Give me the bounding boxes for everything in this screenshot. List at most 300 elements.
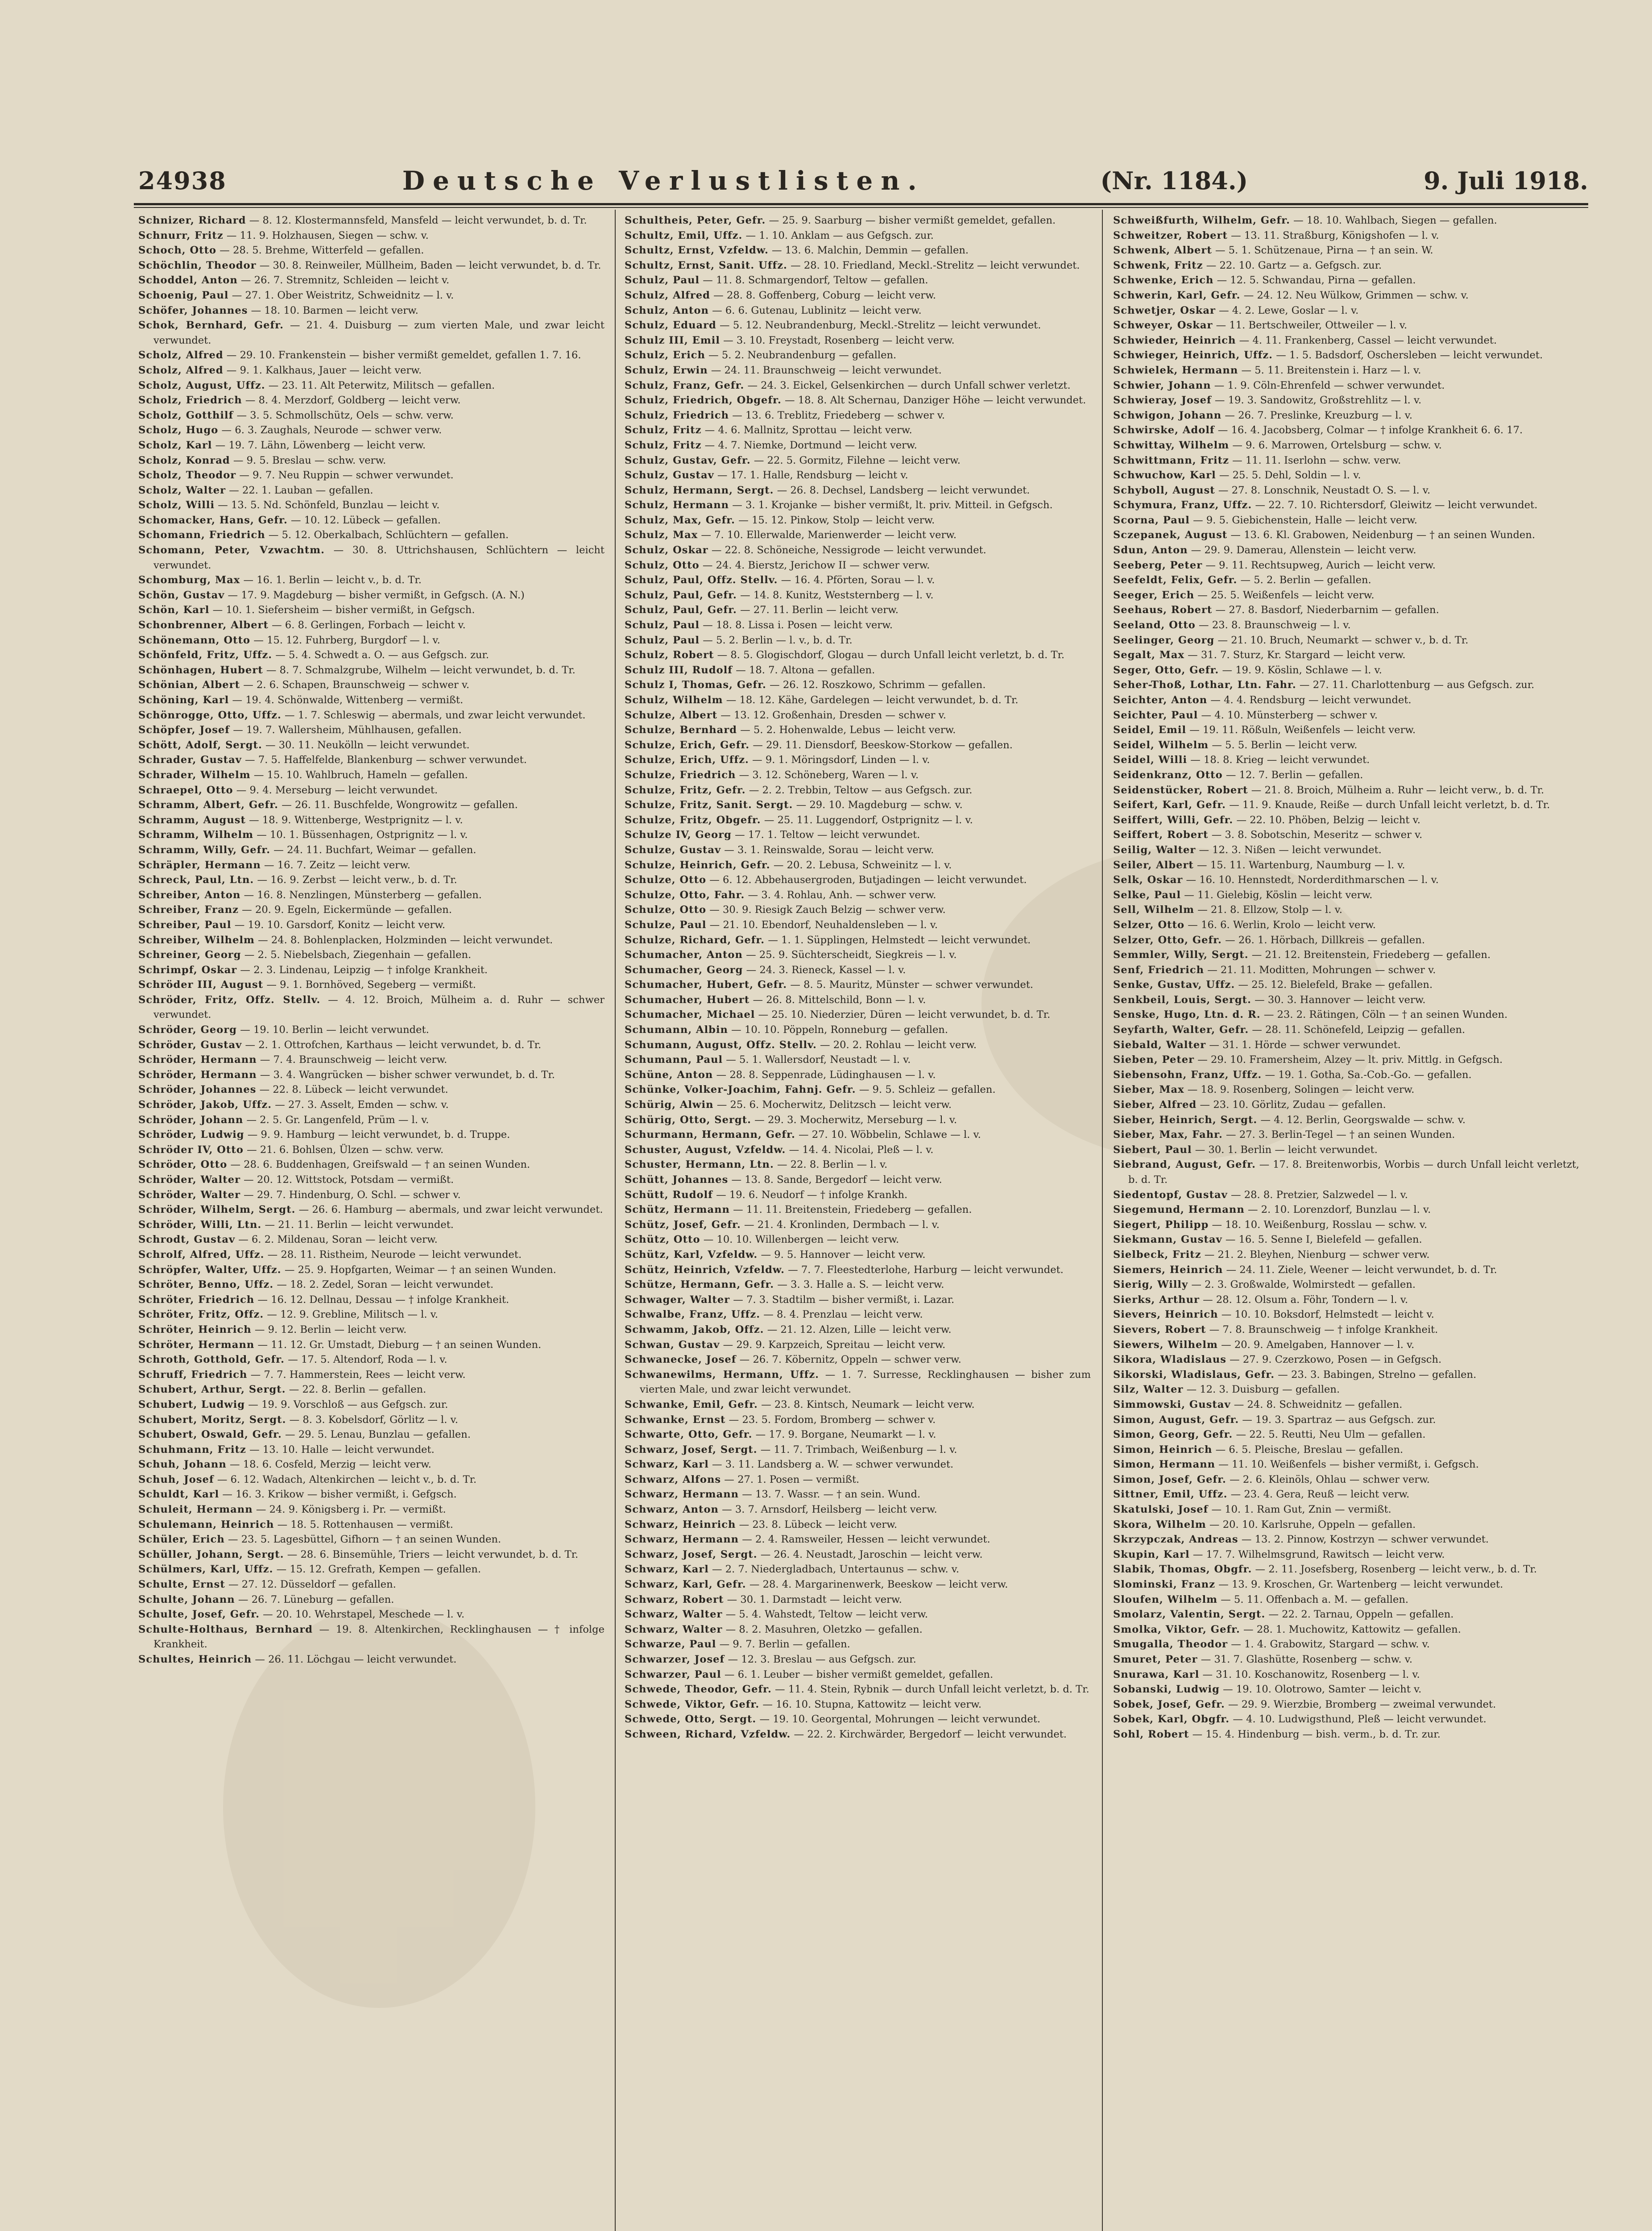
- entry-name: Schröder, Johannes: [138, 1084, 257, 1096]
- casualty-entry: [625, 873, 1091, 888]
- casualty-entry: [1113, 1277, 1579, 1293]
- entry-details: — 11. 9. Knaude, Reiße — durch Unfall leicht verletzt, b. d. Tr.: [1226, 799, 1550, 811]
- casualty-entry: [138, 768, 604, 783]
- casualty-entry: [1113, 1637, 1579, 1652]
- entry-name: Schulz, Paul: [625, 274, 700, 286]
- entry-details: — 17. 1. Teltow — leicht verwundet.: [731, 829, 920, 841]
- entry-details: — 22. 8. Schöneiche, Nessigrode — leicht verwundet.: [708, 544, 986, 556]
- entry-name: Scholz, Friedrich: [138, 394, 242, 406]
- casualty-entry: [138, 1532, 604, 1547]
- entry-name: Sievers, Robert: [1113, 1323, 1206, 1335]
- entry-name: Schumacher, Hubert: [625, 994, 750, 1006]
- entry-name: Schwanke, Ernst: [625, 1414, 726, 1426]
- casualty-entry: [1113, 813, 1579, 828]
- casualty-entry: [138, 1427, 604, 1443]
- casualty-entry: [1113, 1577, 1579, 1592]
- entry-details: — 22. 8. Lübeck — leicht verwundet.: [256, 1084, 448, 1096]
- entry-name: Schütt, Rudolf: [625, 1189, 713, 1201]
- casualty-entry: [138, 408, 604, 423]
- entry-details: — 28. 11. Ristheim, Neurode — leicht verwundet.: [264, 1248, 522, 1261]
- entry-details: — 2. 1. Ottrofchen, Karthaus — leicht verwundet, b. d. Tr.: [242, 1039, 542, 1051]
- entry-name: Schrolf, Alfred, Uffz.: [138, 1248, 265, 1261]
- entry-name: Scholz, Alfred: [138, 349, 224, 361]
- entry-details: — 27. 9. Czerzkowo, Posen — in Gefgsch.: [1226, 1354, 1442, 1366]
- casualty-entry: [625, 798, 1091, 813]
- entry-details: — 13. 12. Großenhain, Dresden — schwer v.: [717, 709, 946, 721]
- entry-name: Schulz, Anton: [625, 304, 709, 316]
- entry-name: Schreiber, Wilhelm: [138, 934, 255, 946]
- entry-name: Schulz, Franz, Gefr.: [625, 379, 745, 391]
- entry-name: Sikora, Wladislaus: [1113, 1354, 1226, 1366]
- entry-details: — 3. 1. Krojanke — bisher vermißt, lt. priv. Mitteil. in Gefgsch.: [729, 499, 1053, 511]
- entry-details: — 22. 10. Phöben, Belzig — leicht v.: [1233, 814, 1420, 826]
- casualty-entry: [1113, 573, 1579, 588]
- entry-details: — 18. 5. Rottenhausen — vermißt.: [274, 1518, 453, 1530]
- entry-name: Schröder III, August: [138, 979, 264, 991]
- casualty-entry: [625, 1547, 1091, 1563]
- casualty-entry: [138, 363, 604, 378]
- casualty-entry: [1113, 1082, 1579, 1098]
- casualty-entry: [625, 843, 1091, 858]
- entry-name: Schräpler, Hermann: [138, 859, 261, 871]
- casualty-entry: [1113, 633, 1579, 648]
- entry-details: — 20. 9. Egeln, Eickermünde — gefallen.: [238, 904, 452, 916]
- entry-name: Schütt, Johannes: [625, 1174, 729, 1186]
- entry-name: Schulz, Paul: [625, 619, 700, 631]
- entry-details: — 19. 6. Neudorf — † infolge Krankh.: [712, 1189, 908, 1201]
- entry-name: Skrzypczak, Andreas: [1113, 1534, 1238, 1546]
- entry-details: — 19. 10. Georgental, Mohrungen — leicht verwundet.: [756, 1713, 1041, 1725]
- entry-name: Seelinger, Georg: [1113, 634, 1215, 646]
- casualty-entry: [1113, 1622, 1579, 1638]
- casualty-entry: [625, 693, 1091, 708]
- entry-name: Schwanecke, Josef: [625, 1354, 737, 1366]
- entry-details: — 4. 11. Frankenberg, Cassel — leicht verwundet.: [1236, 334, 1497, 346]
- casualty-entry: [138, 888, 604, 903]
- entry-details: — 9. 7. Neu Ruppin — schwer verwundet.: [236, 469, 454, 481]
- entry-name: Siedentopf, Gustav: [1113, 1189, 1228, 1201]
- entry-details: — 8. 4. Merzdorf, Goldberg — leicht verw.: [242, 394, 461, 406]
- casualty-entry: [138, 1157, 604, 1173]
- casualty-entry: [138, 678, 604, 693]
- entry-name: Schwarz, Josef, Sergt.: [625, 1548, 758, 1560]
- entry-details: — 25. 5. Dehl, Soldin — l. v.: [1216, 469, 1361, 481]
- entry-details: — 13. 9. Kroschen, Gr. Wartenberg — leicht verwundet.: [1215, 1579, 1503, 1591]
- entry-name: Schünke, Volker-Joachim, Fahnj. Gefr.: [625, 1084, 856, 1096]
- entry-name: Seger, Otto, Gefr.: [1113, 664, 1219, 676]
- entry-name: Schröder, Walter: [138, 1189, 240, 1201]
- entry-details: — 2. 5. Gr. Langenfeld, Prüm — l. v.: [243, 1114, 429, 1126]
- casualty-entry: [1113, 723, 1579, 738]
- entry-name: Seidel, Emil: [1113, 724, 1187, 736]
- entry-name: Schumann, Paul: [625, 1054, 723, 1066]
- casualty-entry: [138, 1592, 604, 1608]
- casualty-entry: [1113, 1397, 1579, 1413]
- casualty-entry: [1113, 528, 1579, 543]
- entry-details: — 21. 11. Berlin — leicht verwundet.: [261, 1219, 454, 1231]
- entry-details: — 7. 4. Braunschweig — leicht verw.: [257, 1054, 447, 1066]
- entry-details: — 4. 7. Niemke, Dortmund — leicht verw.: [701, 439, 917, 451]
- entry-details: — 3. 1. Reinswalde, Sorau — leicht verw.: [721, 844, 934, 856]
- entry-details: — 19. 7. Wallersheim, Mühlhausen, gefallen.: [230, 724, 462, 736]
- entry-details: — 21. 12. Alzen, Lille — leicht verw.: [764, 1323, 952, 1335]
- casualty-entry: [625, 1338, 1091, 1353]
- entry-name: Scorna, Paul: [1113, 514, 1190, 526]
- entry-name: Schulze, Otto: [625, 874, 707, 886]
- entry-name: Seyfarth, Walter, Gefr.: [1113, 1024, 1249, 1036]
- entry-name: Smolarz, Valentin, Sergt.: [1113, 1609, 1266, 1621]
- entry-name: Schönfeld, Fritz, Uffz.: [138, 649, 273, 661]
- entry-name: Sikorski, Wladislaus, Gefr.: [1113, 1368, 1275, 1381]
- entry-details: — 26. 11. Löchgau — leicht verwundet.: [252, 1654, 457, 1665]
- casualty-entry: [625, 1607, 1091, 1622]
- entry-name: Schulz, Wilhelm: [625, 694, 723, 706]
- entry-details: — 20. 12. Wittstock, Potsdam — vermißt.: [240, 1174, 454, 1186]
- casualty-entry: [625, 1068, 1091, 1083]
- entry-name: Schruff, Friedrich: [138, 1368, 248, 1381]
- entry-name: Schött, Adolf, Sergt.: [138, 739, 262, 751]
- entry-details: — 18. 9. Wittenberge, Westprignitz — l. v.: [245, 814, 463, 826]
- entry-details: — 16. 3. Krikow — bisher vermißt, i. Gefgsch.: [219, 1489, 457, 1501]
- entry-name: Schumann, Albin: [625, 1024, 728, 1036]
- entry-name: Schubert, Moritz, Sergt.: [138, 1414, 286, 1426]
- entry-name: Schwarz, Josef, Sergt.: [625, 1443, 758, 1456]
- entry-name: Schröder, Gustav: [138, 1039, 242, 1051]
- casualty-entry: [138, 693, 604, 708]
- entry-name: Schulte, Ernst: [138, 1579, 225, 1591]
- entry-name: Schrader, Gustav: [138, 754, 242, 766]
- casualty-entry: [1113, 753, 1579, 768]
- entry-details: — 21. 8. Broich, Mülheim a. Ruhr — leicht verw., b. d. Tr.: [1248, 784, 1544, 796]
- entry-name: Seidel, Willi: [1113, 754, 1188, 766]
- entry-name: Schomacker, Hans, Gefr.: [138, 514, 288, 526]
- entry-details: — 19. 4. Schönwalde, Wittenberg — vermißt.: [229, 694, 464, 706]
- entry-details: — 23. 11. Alt Peterwitz, Militsch — gefallen.: [265, 379, 495, 391]
- entry-details: — 11. Gielebig, Köslin — leicht verw.: [1181, 889, 1373, 901]
- entry-details: — 9. 1. Kalkhaus, Jauer — leicht verw.: [223, 364, 422, 376]
- entry-details: — 5. 12. Oberkalbach, Schlüchtern — gefallen.: [265, 529, 509, 541]
- entry-details: — 12. 5. Schwandau, Pirna — gefallen.: [1213, 274, 1416, 286]
- entry-details: — 11. 11. Iserlohn — schw. verw.: [1229, 454, 1401, 466]
- casualty-entry: [138, 1577, 604, 1592]
- entry-details: — 29. 9. Damerau, Allenstein — leicht verw.: [1188, 544, 1416, 556]
- casualty-entry: [138, 348, 604, 363]
- entry-details: — 19. 10. Olotrowo, Samter — leicht v.: [1219, 1684, 1422, 1696]
- entry-name: Sobek, Josef, Gefr.: [1113, 1698, 1225, 1710]
- entry-name: Schwetjer, Oskar: [1113, 304, 1216, 316]
- entry-name: Simon, Heinrich: [1113, 1443, 1213, 1456]
- entry-name: Schröder, Hermann: [138, 1069, 257, 1081]
- casualty-entry: [625, 1667, 1091, 1683]
- entry-details: — 7. 10. Ellerwalde, Marienwerder — leicht verw.: [698, 529, 957, 541]
- entry-details: — 5. 2. Berlin — l. v., b. d. Tr.: [700, 634, 853, 646]
- entry-name: Schwarz, Heinrich: [625, 1518, 736, 1530]
- entry-details: — 15. 12. Pinkow, Stolp — leicht verw.: [735, 514, 935, 526]
- entry-details: — 5. 4. Schwedt a. O. — aus Gefgsch. zur.: [272, 649, 489, 661]
- casualty-entry: [625, 1188, 1091, 1203]
- entry-details: — 20. 9. Amelgaben, Hannover — l. v.: [1217, 1339, 1415, 1351]
- casualty-entry: [1113, 288, 1579, 303]
- entry-name: Siegert, Philipp: [1113, 1219, 1209, 1231]
- casualty-entry: [138, 963, 604, 978]
- entry-name: Schuster, August, Vzfeldw.: [625, 1144, 786, 1156]
- entry-details: — 4. 10. Ludwigsthund, Pleß — leicht verwundet.: [1230, 1713, 1486, 1725]
- casualty-entry: [1113, 303, 1579, 319]
- entry-name: Schwede, Viktor, Gefr.: [625, 1698, 760, 1710]
- entry-name: Schwanke, Emil, Gefr.: [625, 1398, 758, 1410]
- casualty-entry: [1113, 1727, 1579, 1742]
- entry-name: Schröpfer, Walter, Uffz.: [138, 1264, 282, 1276]
- entry-details: — 6. 2. Mildenau, Soran — leicht verw.: [235, 1234, 438, 1246]
- entry-details: — 1. 7. Surresse, Recklinghausen — bisher zum vierten Male, und zwar leicht verwundet.: [640, 1368, 1091, 1396]
- entry-name: Schwuchow, Karl: [1113, 469, 1216, 481]
- entry-details: — 17. 8. Breitenworbis, Worbis — durch Unfall leicht verletzt, b. d. Tr.: [1128, 1159, 1579, 1186]
- entry-details: — 18. 8. Krieg — leicht verwundet.: [1187, 754, 1370, 766]
- entry-details: — 22. 8. Berlin — gefallen.: [286, 1384, 426, 1396]
- entry-name: Schulze, Erich, Uffz.: [625, 754, 749, 766]
- entry-details: — 26. 6. Hamburg — abermals, und zwar leicht verwundet.: [295, 1204, 603, 1216]
- entry-details: — 19. 11. Rößuln, Weißenfels — leicht verw.: [1186, 724, 1416, 736]
- entry-details: — 3. 7. Arnsdorf, Heilsberg — leicht verw.: [718, 1504, 937, 1516]
- casualty-entry: [625, 753, 1091, 768]
- entry-details: — 26. 4. Neustadt, Jaroschin — leicht verw.: [757, 1548, 983, 1560]
- entry-name: Sdun, Anton: [1113, 544, 1188, 556]
- entry-details: — 27. 10. Wöbbelin, Schlawe — l. v.: [795, 1129, 981, 1141]
- entry-name: Schulz I, Thomas, Gefr.: [625, 679, 766, 691]
- entry-details: — 25. 12. Bielefeld, Brake — gefallen.: [1235, 979, 1433, 991]
- entry-name: Seidenstücker, Robert: [1113, 784, 1248, 796]
- entry-details: — 23. 2. Rätingen, Cöln — † an seinen Wunden.: [1260, 1009, 1508, 1021]
- entry-name: Schyboll, August: [1113, 484, 1215, 496]
- entry-name: Schumacher, Hubert, Gefr.: [625, 979, 787, 991]
- entry-name: Schultz, Ernst, Vzfeldw.: [625, 245, 769, 257]
- entry-details: — 27. 11. Berlin — leicht verw.: [737, 604, 898, 616]
- entry-name: Schuldt, Karl: [138, 1489, 219, 1501]
- casualty-entry: [625, 1143, 1091, 1158]
- entry-details: — 5. 1. Wallersdorf, Neustadt — l. v.: [723, 1054, 911, 1066]
- entry-name: Schwarz, Robert: [625, 1593, 724, 1605]
- entry-name: Schwamm, Jakob, Offz.: [625, 1323, 764, 1335]
- casualty-entry: [138, 1562, 604, 1577]
- casualty-entry: [1113, 1518, 1579, 1533]
- casualty-entry: [1113, 1712, 1579, 1727]
- entry-name: Seiler, Albert: [1113, 859, 1194, 871]
- entry-name: Senke, Gustav, Uffz.: [1113, 979, 1235, 991]
- entry-name: Schwarz, Alfons: [625, 1473, 721, 1485]
- casualty-entry: [1113, 1098, 1579, 1113]
- casualty-entry: [1113, 318, 1579, 333]
- casualty-entry: [625, 438, 1091, 453]
- casualty-entry: [138, 1307, 604, 1323]
- entry-details: — 19. 3. Sandowitz, Großstrehlitz — l. v.: [1211, 394, 1422, 406]
- entry-name: Schreiner, Georg: [138, 949, 241, 961]
- casualty-entry: [1113, 1232, 1579, 1248]
- entry-details: — 14. 8. Kunitz, Weststernberg — l. v.: [737, 589, 934, 601]
- entry-details: — 2. 11. Josefsberg, Rosenberg — leicht verw., b. d. Tr.: [1252, 1563, 1537, 1576]
- entry-name: Simon, August, Gefr.: [1113, 1414, 1239, 1426]
- entry-name: Schwigon, Johann: [1113, 409, 1222, 421]
- entry-details: — 18. 7. Altona — gefallen.: [733, 664, 875, 676]
- entry-details: — 17. 5. Altendorf, Roda — l. v.: [285, 1354, 447, 1366]
- casualty-entry: [1113, 1203, 1579, 1218]
- casualty-entry: [138, 1382, 604, 1397]
- entry-details: — 9. 12. Berlin — leicht verw.: [251, 1323, 407, 1335]
- entry-name: Seidel, Wilhelm: [1113, 739, 1209, 751]
- entry-details: — 19. 3. Spartraz — aus Gefgsch. zur.: [1239, 1414, 1436, 1426]
- casualty-entry: [625, 828, 1091, 843]
- entry-name: Schulze, Otto: [625, 904, 707, 916]
- entry-details: — 16. 7. Zeitz — leicht verw.: [261, 859, 410, 871]
- casualty-entry: [138, 873, 604, 888]
- entry-name: Seiffert, Willi, Gefr.: [1113, 814, 1234, 826]
- casualty-entry: [138, 1113, 604, 1128]
- entry-name: Selzer, Otto: [1113, 919, 1185, 931]
- entry-details: — 21. 4. Kronlinden, Dermbach — l. v.: [741, 1219, 940, 1231]
- casualty-entry: [138, 1338, 604, 1353]
- entry-details: — 9. 4. Merseburg — leicht verwundet.: [233, 784, 438, 796]
- entry-name: Schwieder, Heinrich: [1113, 334, 1236, 346]
- entry-details: — 4. 4. Rendsburg — leicht verwundet.: [1207, 694, 1412, 706]
- casualty-entry: [1113, 243, 1579, 258]
- entry-details: — 19. 10. Garsdorf, Konitz — leicht verw.: [231, 919, 446, 931]
- casualty-entry: [1113, 903, 1579, 918]
- entry-details: — 9. 5. Breslau — schw. verw.: [230, 454, 386, 466]
- entry-details: — 28. 6. Buddenhagen, Greifswald — † an seinen Wunden.: [227, 1159, 530, 1171]
- entry-details: — 5. 2. Neubrandenburg — gefallen.: [705, 349, 897, 361]
- casualty-entry: [625, 1652, 1091, 1667]
- entry-details: — 22. 5. Gormitz, Filehne — leicht verw.: [750, 454, 961, 466]
- entry-name: Schröder, Wilhelm, Sergt.: [138, 1204, 296, 1216]
- casualty-entry: [625, 243, 1091, 258]
- entry-details: — 24. 8. Bohlenplacken, Holzminden — leicht verwundet.: [254, 934, 553, 946]
- casualty-entry: [1113, 408, 1579, 423]
- entry-details: — 24. 3. Rieneck, Kassel — l. v.: [743, 964, 906, 976]
- entry-name: Schulz, Max: [625, 529, 698, 541]
- entry-details: — 19. 1. Gotha, Sa.-Cob.-Go. — gefallen.: [1262, 1069, 1472, 1081]
- entry-name: Seidenkranz, Otto: [1113, 769, 1223, 781]
- entry-name: Schomburg, Max: [138, 574, 240, 586]
- entry-name: Schöpfer, Josef: [138, 724, 230, 736]
- entry-details: — 30. 8. Uttrichshausen, Schlüchtern — leicht verwundet.: [153, 544, 604, 571]
- entry-details: — 11. 8. Schmargendorf, Teltow — gefallen.: [700, 274, 928, 286]
- entry-details: — 10. 10. Boksdorf, Helmstedt — leicht v.: [1218, 1309, 1434, 1321]
- entry-name: Sievers, Heinrich: [1113, 1309, 1218, 1321]
- entry-details: — 8. 12. Klostermannsfeld, Mansfeld — leicht verwundet, b. d. Tr.: [246, 215, 587, 226]
- casualty-entry: [138, 423, 604, 438]
- entry-name: Schulz, Paul, Gefr.: [625, 604, 737, 616]
- entry-name: Sierig, Willy: [1113, 1279, 1188, 1291]
- casualty-entry: [1113, 468, 1579, 483]
- entry-details: — 3. 4. Rohlau, Anh. — schwer verw.: [745, 889, 936, 901]
- entry-details: — 16. 8. Nenzlingen, Münsterberg — gefallen.: [240, 889, 482, 901]
- casualty-entry: [625, 513, 1091, 528]
- casualty-entry: [138, 1368, 604, 1383]
- casualty-entry: [625, 1323, 1091, 1338]
- entry-name: Schütz, Otto: [625, 1234, 700, 1246]
- casualty-entry: [138, 228, 604, 244]
- casualty-entry: [625, 303, 1091, 319]
- entry-name: Schulz, Hermann, Sergt.: [625, 484, 774, 496]
- casualty-entry: [625, 1487, 1091, 1502]
- entry-details: — 26. 12. Roszkowo, Schrimm — gefallen.: [766, 679, 986, 691]
- entry-name: Schwan, Gustav: [625, 1339, 720, 1351]
- casualty-entry: [138, 1038, 604, 1053]
- entry-details: — 24. 12. Neu Wülkow, Grimmen — schw. v.: [1240, 289, 1469, 301]
- casualty-entry: [1113, 258, 1579, 274]
- entry-name: Sobanski, Ludwig: [1113, 1684, 1220, 1696]
- entry-name: Schultz, Emil, Uffz.: [625, 229, 743, 241]
- entry-details: — 11. 11. Breitenstein, Friedeberg — gefallen.: [729, 1204, 972, 1216]
- casualty-entry: [625, 588, 1091, 603]
- entry-name: Schulz, Max, Gefr.: [625, 514, 736, 526]
- casualty-entry: [1113, 948, 1579, 963]
- casualty-entry: [1113, 1607, 1579, 1622]
- entry-details: — 25. 6. Mocherwitz, Delitzsch — leicht verw.: [713, 1099, 952, 1111]
- entry-name: Schürig, Otto, Sergt.: [625, 1114, 751, 1126]
- entry-name: Schulz, Friedrich, Obgefr.: [625, 394, 782, 406]
- entry-details: — 24. 3. Eickel, Gelsenkirchen — durch Unfall schwer verletzt.: [744, 379, 1071, 391]
- entry-details: — 19. 10. Berlin — leicht verwundet.: [237, 1024, 429, 1036]
- entry-details: — 15. 12. Fuhrberg, Burgdorf — l. v.: [250, 634, 440, 646]
- casualty-entry: [625, 483, 1091, 498]
- casualty-entry: [138, 1173, 604, 1188]
- casualty-entry: [1113, 1263, 1579, 1278]
- entry-details: — 17. 1. Halle, Rendsburg — leicht v.: [714, 469, 908, 481]
- entry-details: — 30. 1. Darmstadt — leicht verw.: [724, 1593, 902, 1605]
- casualty-entry: [138, 1098, 604, 1113]
- entry-details: — 26. 7. Lüneburg — gefallen.: [235, 1593, 394, 1605]
- entry-name: Schraepel, Otto: [138, 784, 233, 796]
- entry-name: Schumann, August, Offz. Stellv.: [625, 1039, 817, 1051]
- entry-name: Schröder, Georg: [138, 1024, 237, 1036]
- entry-details: — 17. 9. Borgane, Neumarkt — l. v.: [752, 1429, 936, 1441]
- entry-details: — 10. 10. Pöppeln, Ronneburg — gefallen.: [728, 1024, 948, 1036]
- casualty-entry: [625, 1218, 1091, 1233]
- casualty-entry: [138, 1443, 604, 1458]
- entry-name: Schnizer, Richard: [138, 215, 246, 226]
- entry-details: — 1. 5. Badsdorf, Oschersleben — leicht verwundet.: [1273, 349, 1543, 361]
- header-rule: [134, 203, 1588, 205]
- entry-name: Schultes, Heinrich: [138, 1654, 252, 1665]
- entry-details: — 23. 8. Braunschweig — l. v.: [1195, 619, 1351, 631]
- entry-name: Schwarz, Anton: [625, 1504, 719, 1516]
- entry-details: — 23. 8. Lübeck — leicht verw.: [736, 1518, 898, 1530]
- casualty-entry: [1113, 618, 1579, 633]
- entry-details: — 5. 11. Breitenstein i. Harz — l. v.: [1238, 364, 1421, 376]
- entry-details: — 23. 8. Kintsch, Neumark — leicht verw.: [758, 1398, 975, 1410]
- casualty-entry: [625, 1248, 1091, 1263]
- entry-details: — 18. 2. Zedel, Soran — leicht verwundet.: [273, 1279, 494, 1291]
- casualty-entry: [625, 543, 1091, 558]
- entry-name: Snurawa, Karl: [1113, 1668, 1200, 1680]
- casualty-entry: [1113, 1053, 1579, 1068]
- casualty-entry: [1113, 558, 1579, 573]
- entry-details: — 11. Bertschweiler, Ottweiler — l. v.: [1213, 319, 1408, 332]
- entry-name: Schulz, Eduard: [625, 319, 716, 332]
- casualty-entry: [1113, 648, 1579, 663]
- entry-name: Sielbeck, Fritz: [1113, 1248, 1201, 1261]
- entry-name: Schrimpf, Oskar: [138, 964, 237, 976]
- casualty-entry: [138, 1128, 604, 1143]
- casualty-entry: [1113, 843, 1579, 858]
- entry-name: Senske, Hugo, Ltn. d. R.: [1113, 1009, 1261, 1021]
- casualty-entry: [625, 1712, 1091, 1727]
- casualty-entry: [138, 633, 604, 648]
- entry-details: — 9. 7. Berlin — gefallen.: [716, 1638, 850, 1650]
- entry-details: — 1. 10. Anklam — aus Gefgsch. zur.: [742, 229, 934, 241]
- entry-name: Schulz, Hermann: [625, 499, 729, 511]
- entry-name: Simmowski, Gustav: [1113, 1398, 1231, 1410]
